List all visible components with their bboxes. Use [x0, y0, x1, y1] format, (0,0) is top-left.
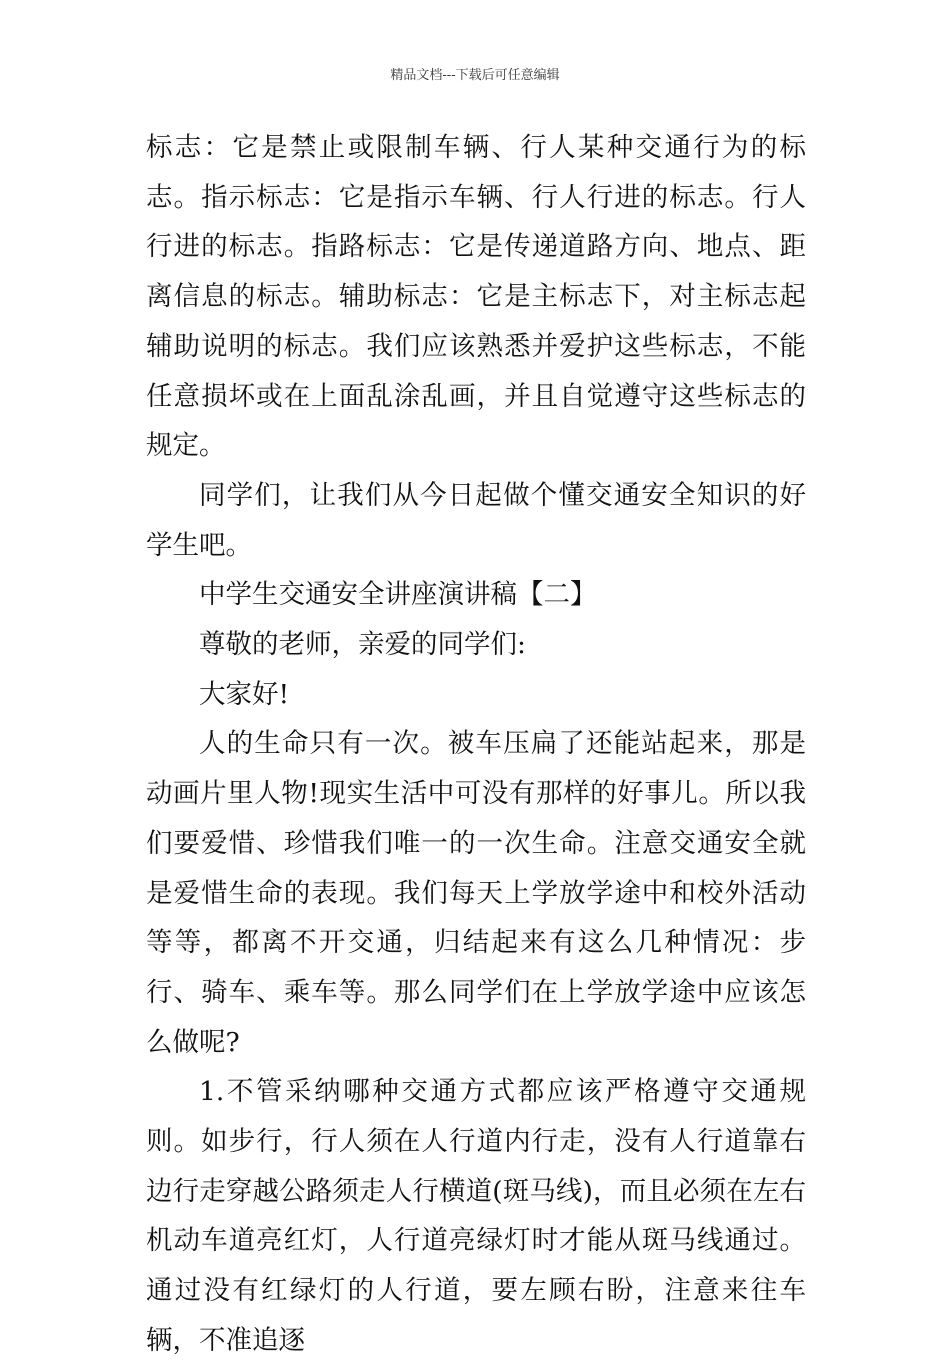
page-header: 精品文档---下载后可任意编辑 [390, 68, 560, 83]
paragraph-call-to-action: 同学们，让我们从今日起做个懂交通安全知识的好学生吧。 [146, 479, 806, 561]
paragraph-rule-1: 1.不管采纳哪种交通方式都应该严格遵守交通规则。如步行，行人须在人行道内行走，没有人行道靠右边行走穿越公路须走人行横道(斑马线)，而且必须在左右机动车道亮红灯，人行道亮绿灯时才能从斑马线通过。通过没有红绿灯的人行道，要左顾右盼，注意来往车辆，不准追逐 [146, 1076, 806, 1356]
salutation: 尊敬的老师，亲爱的同学们: [199, 629, 526, 661]
paragraph-signs: 标志：它是禁止或限制车辆、行人某种交通行为的标志。指示标志：它是指示车辆、行人行进的标志。行人行进的标志。指路标志：它是传递道路方向、地点、距离信息的标志。辅助标志：它是主标志下，对主标志起辅助说明的标志。我们应该熟悉并爱护这些标志，不能任意损坏或在上面乱涂乱画，并且自觉遵守这些标志的规定。 [146, 132, 806, 462]
document-body [146, 123, 806, 1366]
paragraph-life: 人的生命只有一次。被车压扁了还能站起来，那是动画片里人物!现实生活中可没有那样的好事儿。所以我们要爱惜、珍惜我们唯一的一次生命。注意交通安全就是爱惜生命的表现。我们每天上学放学途中和校外活动等等，都离不开交通，归结起来有这么几种情况：步行、骑车、乘车等。那么同学们在上学放学途中应该怎么做呢? [146, 728, 806, 1058]
greeting: 大家好! [199, 678, 290, 710]
section-title: 中学生交通安全讲座演讲稿【二】 [199, 579, 597, 611]
